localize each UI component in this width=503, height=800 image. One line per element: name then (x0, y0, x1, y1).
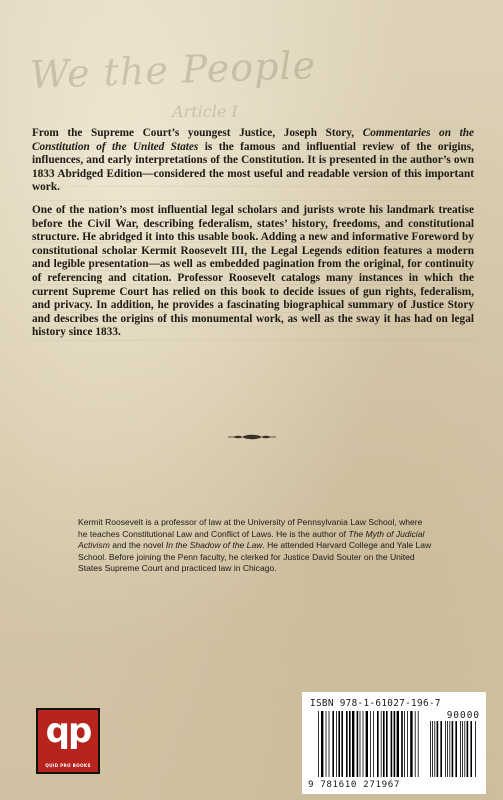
description-paragraph-2: One of the nation’s most influential legal scholars and jurists wrote his landmark treatise before the Civil War, describing federalism, states’ history, freedoms, and constitutional structure. He abridged it into this usable book. Adding a new and informative Foreword by constitutional scholar Kermit Roosevelt III, the Legal Legends edition features a modern and legible presentation—as well as embedded pagination from the original, for continuity of referencing and citation. Professor Roosevelt catalogs many instances in which the current Supreme Court has relied on this book to decide issues of gun rights, federalism, and privacy. In addition, he provides a fascinating biographical summary of Justice Story and describes the origins of this monumental work, as well as the sway it has had on legal history since 1833. (32, 203, 474, 339)
barcode-bar (452, 721, 454, 777)
book-title-shadow: In the Shadow of the Law (165, 540, 263, 551)
barcode-bar (467, 721, 469, 777)
barcode-bar (326, 711, 327, 777)
barcode-bar (437, 721, 439, 777)
watermark-we-the-people: We the People (29, 43, 317, 97)
barcode-bar (470, 721, 472, 777)
publisher-name: QUID PRO BOOKS (45, 763, 91, 768)
barcode-bar (349, 711, 351, 777)
barcode-bar (434, 721, 435, 777)
book-title-myth: The Myth of Judicial Activism (78, 528, 425, 551)
barcode-bar (460, 721, 461, 777)
barcode-bar (418, 711, 419, 777)
barcode-bar (370, 711, 371, 777)
barcode-bar (475, 721, 476, 777)
barcode-bar (381, 711, 382, 777)
barcode-bar (338, 711, 340, 777)
barcode-bar (391, 711, 393, 777)
price-code: 90000 (446, 710, 480, 721)
isbn-label: ISBN 978-1-61027-196-7 (310, 698, 441, 709)
publisher-logo-letters: qp (45, 711, 91, 751)
barcode-bar (432, 721, 433, 777)
barcode-bar (346, 711, 348, 777)
barcode-bars (318, 711, 422, 777)
barcode-bar (329, 711, 330, 777)
book-title: Commentaries on the Constitution of the United States (32, 127, 474, 153)
barcode-bar (366, 711, 368, 777)
barcode-bar (394, 711, 396, 777)
barcode-bar (447, 721, 448, 777)
barcode-bar (462, 721, 463, 777)
barcode-bar (449, 721, 450, 777)
barcode-bar (377, 711, 379, 777)
barcode-bar (464, 721, 465, 777)
barcode-bar (373, 711, 374, 777)
barcode-bar (404, 711, 405, 777)
barcode-bar (332, 711, 334, 777)
barcode-bar (352, 711, 354, 777)
description-paragraph-1: From the Supreme Court’s youngest Justice, Joseph Story, Commentaries on the Constitution of the United States is the famous and influential review of the origins, influences, and early interpretations of the Constitution. It is presented in the author’s own 1833 Abridged Edition—considered the most useful and readable version of this important work. (32, 127, 474, 194)
ornament-divider (228, 433, 276, 441)
barcode-bar (360, 711, 361, 777)
barcode-bar (336, 711, 337, 777)
barcode-bar (363, 711, 364, 777)
barcode-bar (455, 721, 457, 777)
barcode-bar (397, 711, 399, 777)
barcode-bar (430, 721, 431, 777)
barcode-bar (415, 711, 416, 777)
barcode-bar (357, 711, 359, 777)
barcode-bar (445, 721, 446, 777)
publisher-logo (36, 708, 100, 774)
barcode-bar (341, 711, 343, 777)
isbn-barcode (302, 692, 486, 794)
barcode-bar (386, 711, 388, 777)
author-bio: Kermit Roosevelt is a professor of law at the University of Pennsylvania Law School, where he teaches Constitutional Law and Conflict of Laws. He is the author of The Myth of Judicial Activism and the novel In the Shadow of the Law. He attended Harvard College and Yale Law School. Before joining the Penn faculty, he clerked for Justice David Souter on the United States Supreme Court and practiced law in Chicago. (78, 517, 432, 574)
barcode-digits: 9 781610 271967 (308, 779, 400, 790)
barcode-bar (321, 711, 323, 777)
barcode-addon-bars (430, 721, 478, 777)
barcode-bar (407, 711, 408, 777)
barcode-bar (318, 711, 319, 777)
barcode-bar (410, 711, 412, 777)
barcode-bar (440, 721, 442, 777)
barcode-bar (401, 711, 403, 777)
book-description (32, 127, 474, 349)
watermark-article-heading: Article I (172, 102, 238, 121)
barcode-bar (383, 711, 385, 777)
